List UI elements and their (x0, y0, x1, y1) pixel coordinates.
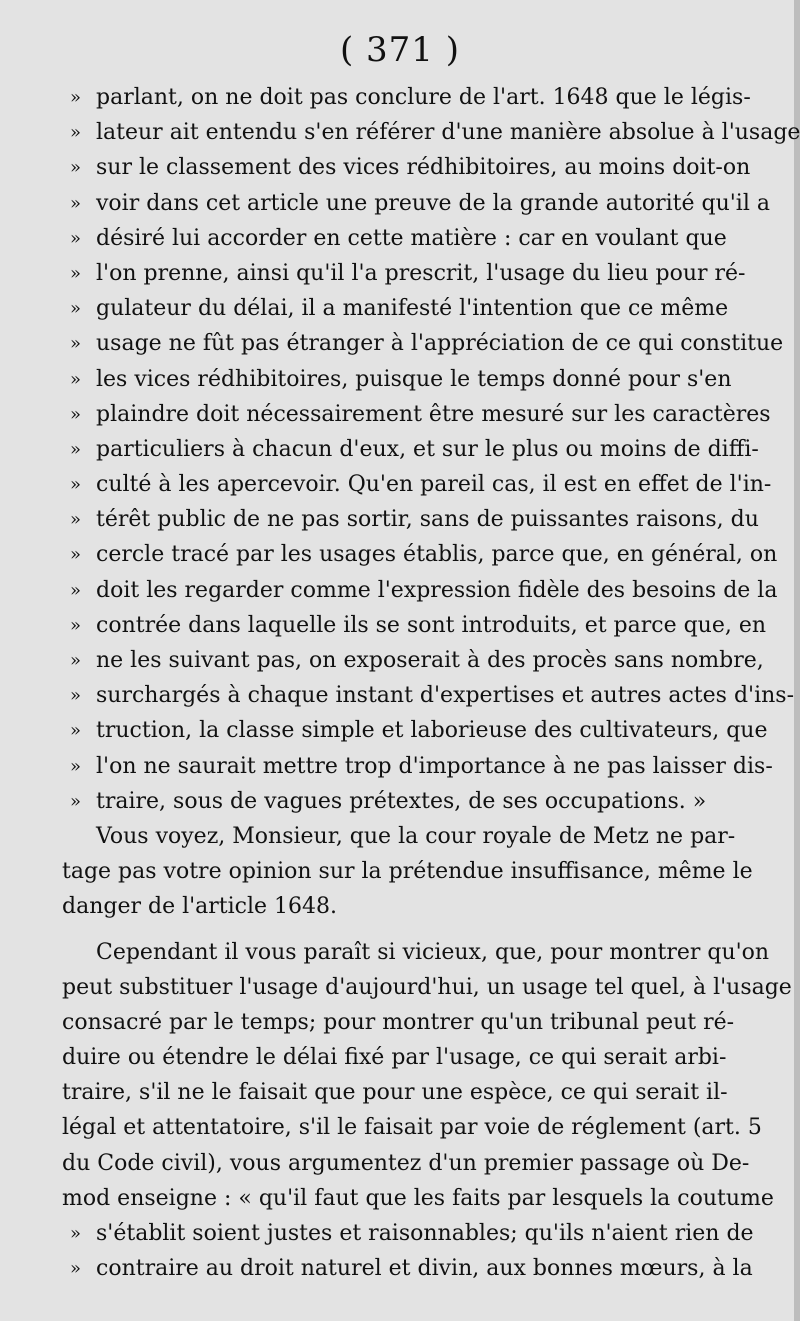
text-line: » lateur ait entendu s'en référer d'une manière absolue à l'usage (44, 115, 774, 150)
text-line: traire, s'il ne le faisait que pour une espèce, ce qui serait il- (62, 1080, 728, 1106)
quote-mark: » (70, 87, 82, 108)
quote-mark: » (70, 298, 82, 320)
text-line: duire ou étendre le délai fixé par l'usage, ce qui serait arbi- (62, 1045, 727, 1071)
quoted-passage (44, 80, 800, 819)
text-line: du Code civil), vous argumentez d'un premier passage où De- (62, 1150, 750, 1176)
text-line: » désiré lui accorder en cette matière : car en voulant que (44, 221, 774, 256)
text-line: » térêt public de ne pas sortir, sans de puissantes raisons, du (44, 502, 774, 537)
quote-mark: » (70, 685, 82, 707)
paragraph-gap (44, 925, 774, 935)
text-line: légal et attentatoire, s'il le faisait par voie de réglement (art. 5 (62, 1115, 762, 1141)
paragraph (44, 935, 792, 1217)
quote-mark: » (70, 720, 82, 742)
paragraph (44, 819, 774, 925)
quote-mark: » (70, 1258, 82, 1280)
text-line: » gulateur du délai, il a manifesté l'intention que ce même (44, 291, 774, 326)
quote-mark: » (70, 227, 82, 249)
quote-mark: » (70, 192, 82, 214)
quote-mark: » (70, 122, 82, 144)
text-line: mod enseigne : « qu'il faut que les faits par lesquels la coutume (62, 1185, 774, 1211)
text-line: » contraire au droit naturel et divin, aux bonnes mœurs, à la (44, 1251, 774, 1286)
text-line: danger de l'article 1648. (62, 894, 338, 920)
text-line: » parlant, on ne doit pas conclure de l'art. 1648 que le légis- (44, 80, 774, 115)
quote-mark: » (70, 509, 82, 531)
text-line: » plaindre doit nécessairement être mesuré sur les caractères (44, 397, 774, 432)
text-line: » surchargés à chaque instant d'expertises et autres actes d'ins- (44, 678, 774, 713)
quote-mark: » (70, 474, 82, 496)
quote-mark: » (70, 403, 82, 425)
page-edge-shadow (794, 0, 800, 1321)
quoted-passage (44, 1216, 774, 1286)
quote-mark: » (70, 790, 82, 812)
text-line: Vous voyez, Monsieur, que la cour royale de Metz ne par- (96, 823, 736, 849)
text-line: tage pas votre opinion sur la prétendue insuffisance, même le (62, 859, 753, 885)
text-line: » voir dans cet article une preuve de la grande autorité qu'il a (44, 186, 774, 221)
text-line: consacré par le temps; pour montrer qu'un tribunal peut ré- (62, 1009, 735, 1035)
quote-mark: » (70, 1223, 82, 1244)
quote-mark: » (70, 333, 82, 355)
text-line: » cercle tracé par les usages établis, parce que, en général, on (44, 537, 774, 572)
text-line: » traire, sous de vagues prétextes, de ses occupations. » (44, 784, 774, 819)
quote-mark: » (70, 262, 82, 284)
text-line: » truction, la classe simple et laborieuse des cultivateurs, que (44, 713, 774, 748)
page-text (44, 80, 800, 1286)
text-line: peut substituer l'usage d'aujourd'hui, un usage tel quel, à l'usage (62, 974, 792, 1000)
quote-mark: » (70, 614, 82, 636)
text-line: » sur le classement des vices rédhibitoires, au moins doit-on (44, 150, 774, 185)
text-line: » contrée dans laquelle ils se sont introduits, et parce que, en (44, 608, 774, 643)
text-line: » culté à les apercevoir. Qu'en pareil cas, il est en effet de l'in- (44, 467, 774, 502)
text-line: » doit les regarder comme l'expression fidèle des besoins de la (44, 573, 774, 608)
quote-mark: » (70, 544, 82, 566)
quote-mark: » (70, 438, 82, 460)
quote-mark: » (70, 579, 82, 601)
text-line: » particuliers à chacun d'eux, et sur le plus ou moins de diffi- (44, 432, 774, 467)
text-line: Cependant il vous paraît si vicieux, que, pour montrer qu'on (96, 939, 770, 965)
quote-mark: » (70, 157, 82, 179)
text-line: » l'on prenne, ainsi qu'il l'a prescrit, l'usage du lieu pour ré- (44, 256, 774, 291)
quote-mark: » (70, 368, 82, 390)
text-line: » usage ne fût pas étranger à l'appréciation de ce qui constitue (44, 326, 774, 361)
text-line: » les vices rédhibitoires, puisque le temps donné pour s'en (44, 362, 774, 397)
quote-mark: » (70, 650, 82, 671)
text-line: » s'établit soient justes et raisonnables; qu'ils n'aient rien de (44, 1216, 774, 1251)
text-line: » ne les suivant pas, on exposerait à des procès sans nombre, (44, 643, 774, 678)
quote-mark: » (70, 755, 82, 777)
text-line: » l'on ne saurait mettre trop d'importance à ne pas laisser dis- (44, 749, 774, 784)
page-number: ( 371 ) (339, 30, 461, 70)
